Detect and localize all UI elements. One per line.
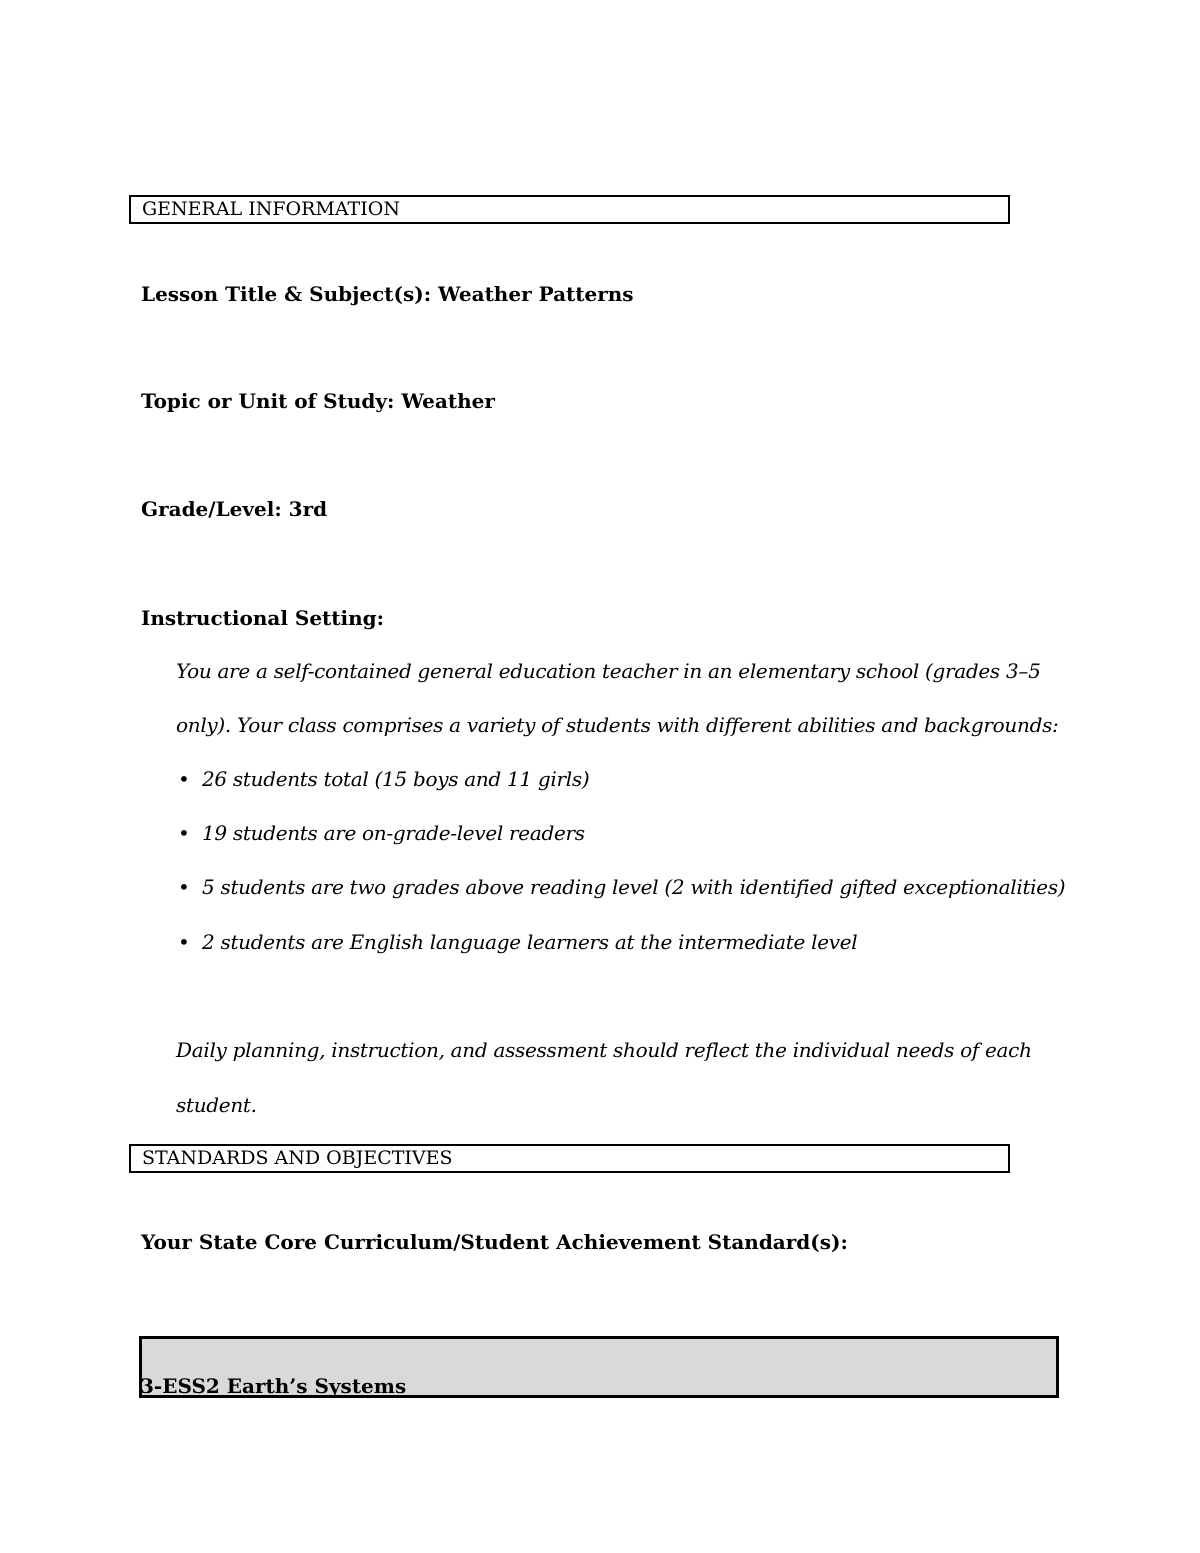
bullet-icon: •: [178, 930, 190, 954]
list-item: [178, 766, 589, 792]
closing-line-1: Daily planning, instruction, and assessment should reflect the individual needs of each: [176, 1038, 1032, 1062]
setting-intro-line-2: only). Your class comprises a variety of students with different abilities and backgrounds:: [176, 713, 1059, 737]
list-item: [178, 820, 585, 846]
lesson-title-field: Lesson Title & Subject(s): Weather Patterns: [141, 282, 634, 306]
list-item: [178, 874, 1065, 900]
grade-level-field: Grade/Level: 3rd: [141, 497, 328, 521]
bullet-text: 5 students are two grades above reading level (2 with identified gifted exceptionalities): [202, 875, 1066, 899]
topic-field: Topic or Unit of Study: Weather: [141, 389, 495, 413]
state-standard-label: Your State Core Curriculum/Student Achievement Standard(s):: [141, 1230, 848, 1254]
bullet-icon: •: [178, 821, 190, 845]
bullet-icon: •: [178, 875, 190, 899]
standard-code-box: [139, 1336, 1059, 1398]
bullet-text: 19 students are on-grade-level readers: [202, 821, 585, 845]
setting-intro-line-1: You are a self-contained general education teacher in an elementary school (grades 3–5: [176, 659, 1041, 683]
list-item: [178, 929, 857, 955]
standard-code: 3-ESS2 Earth’s Systems: [140, 1374, 407, 1398]
closing-line-2: student.: [176, 1093, 257, 1117]
bullet-icon: •: [178, 767, 190, 791]
standards-objectives-header: STANDARDS AND OBJECTIVES: [129, 1144, 1010, 1173]
general-information-header: GENERAL INFORMATION: [129, 195, 1010, 224]
bullet-text: 26 students total (15 boys and 11 girls): [202, 767, 590, 791]
bullet-text: 2 students are English language learners at the intermediate level: [202, 930, 858, 954]
instructional-setting-label: Instructional Setting:: [141, 606, 385, 630]
